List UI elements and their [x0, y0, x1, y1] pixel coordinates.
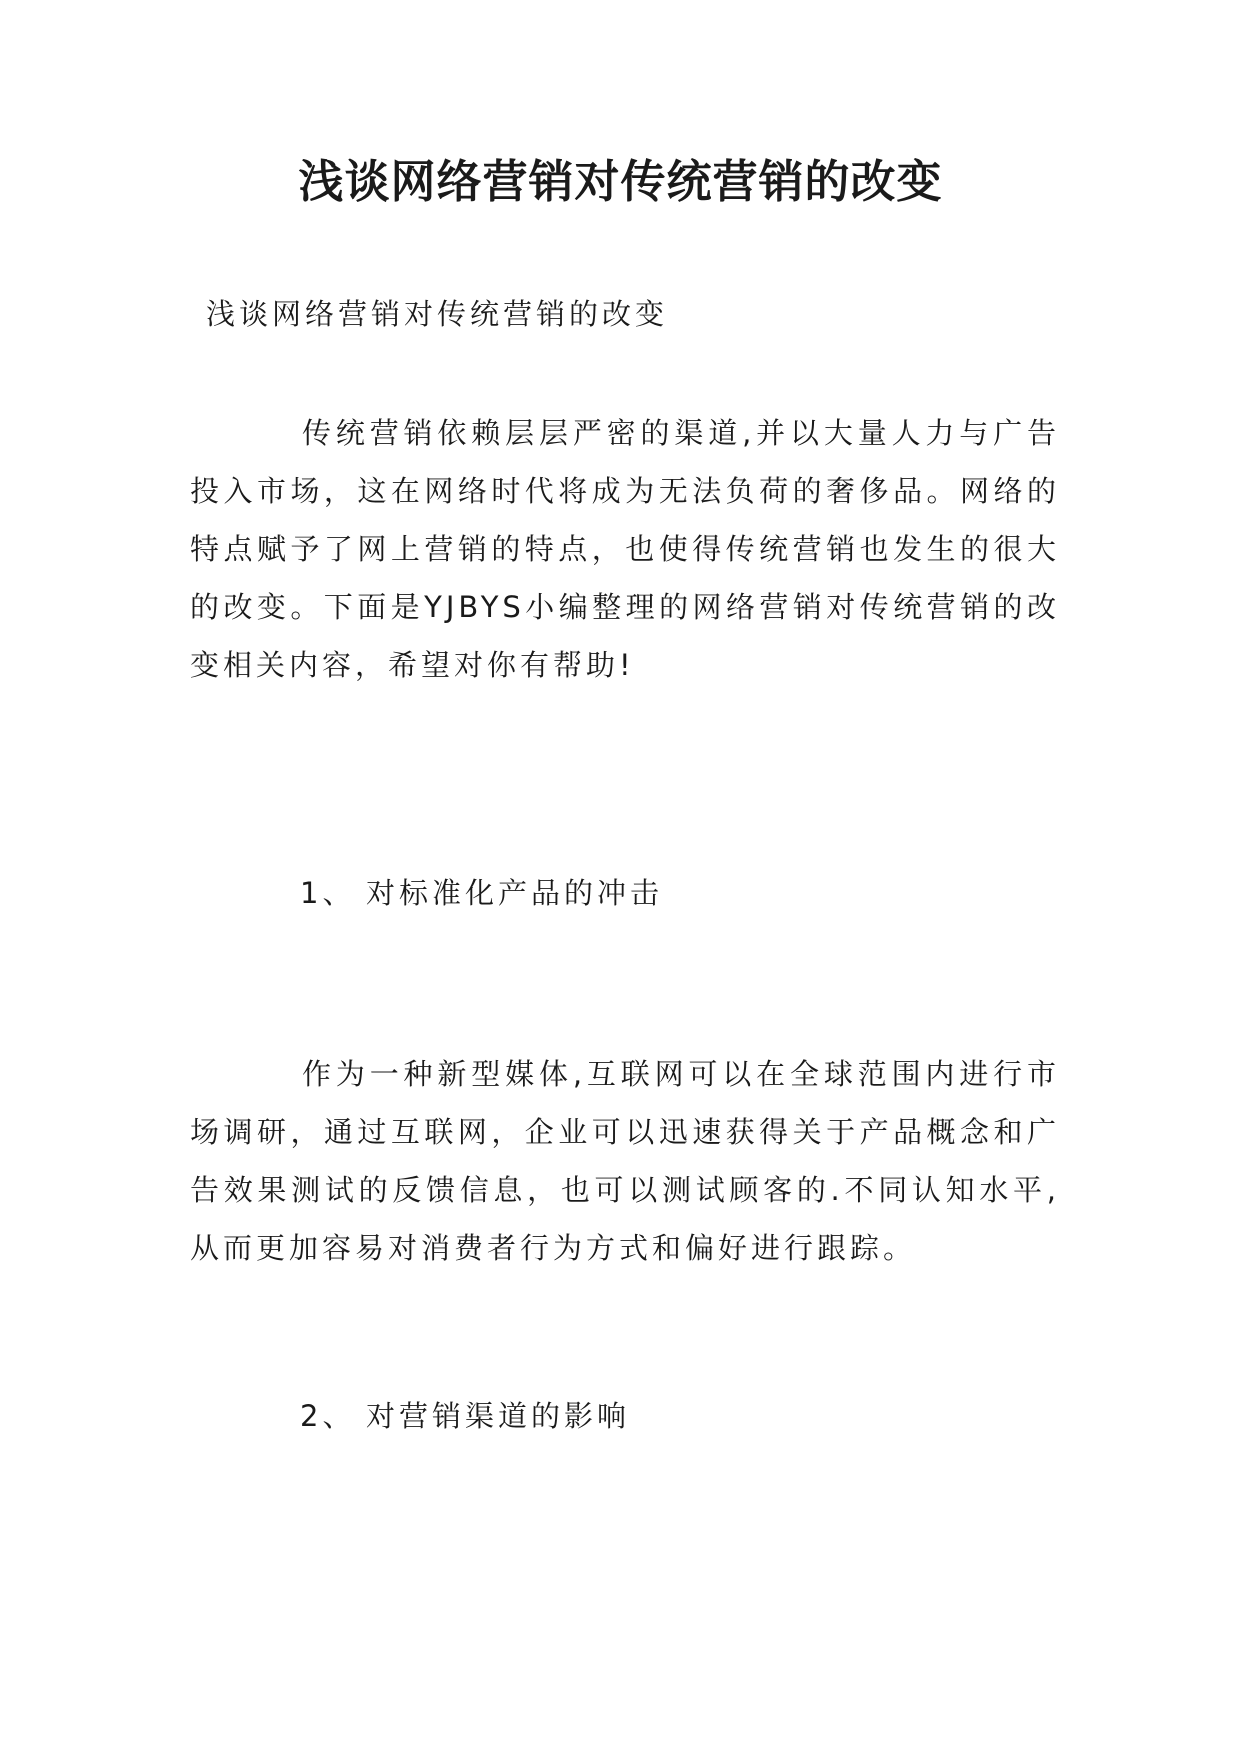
section-heading-text-2: 对营销渠道的影响: [366, 1399, 631, 1433]
section-number-2: 2、: [300, 1399, 356, 1433]
intro-paragraph: 传统营销依赖层层严密的渠道,并以大量人力与广告投入市场，这在网络时代将成为无法负荷的奢侈品。网络的特点赋予了网上营销的特点，也使得传统营销也发生的很大的改变。下面是YJBYS小编整理的网络营销对传统营销的改变相关内容，希望对你有帮助!: [190, 416, 1060, 682]
document-title: 浅谈网络营销对传统营销的改变: [298, 155, 943, 208]
section-heading-2: [300, 1396, 630, 1436]
document-subtitle: 浅谈网络营销对传统营销的改变: [206, 297, 669, 331]
section-number-1: 1、: [300, 876, 356, 910]
section-paragraph-1: 作为一种新型媒体,互联网可以在全球范围内进行市场调研，通过互联网，企业可以迅速获得关于产品概念和广告效果测试的反馈信息，也可以测试顾客的.不同认知水平,从而更加容易对消费者行为方式和偏好进行跟踪。: [190, 1057, 1060, 1265]
section-heading-1: [300, 873, 663, 913]
section-heading-text-1: 对标准化产品的冲击: [366, 876, 664, 910]
